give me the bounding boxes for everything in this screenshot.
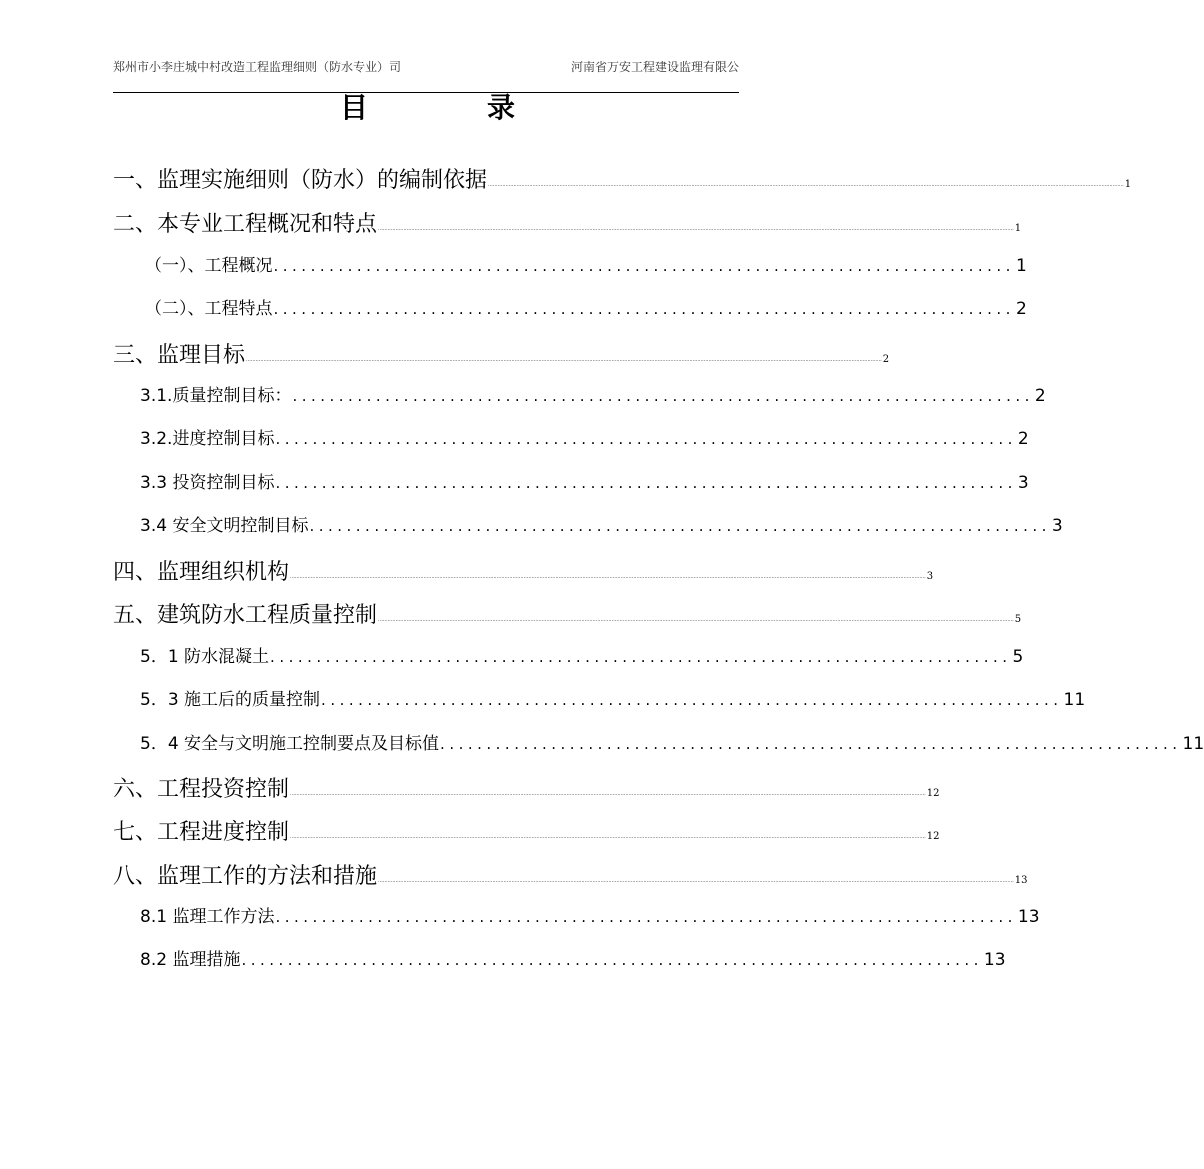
toc-entry-page: 3 [1051,516,1063,536]
toc-entry-page: 2 [1017,429,1029,449]
toc-entry-label: 一、监理实施细则（防水）的编制依据 [113,168,488,193]
toc-entry-leader: ................................................................................................................................................................................................................................................................................................................................................................................................................ [378,878,1014,884]
toc-entry-page: 5 [1012,647,1024,667]
toc-entry-page: 13 [1017,907,1040,927]
header-company-name: 河南省万安工程建设监理有限公 [570,60,739,74]
toc-entry[interactable] [140,511,1063,536]
toc-entry-leader: ................................................................................ [270,648,1012,666]
toc-entry-leader: ................................................................................ [273,300,1015,318]
toc-entry[interactable] [113,338,890,368]
toc-entry-label: 5．3 施工后的质量控制 [140,690,321,710]
toc-entry[interactable] [113,772,940,802]
toc-entry-page: 1 [1015,256,1027,276]
toc-entry-label: 七、工程进度控制 [113,820,290,845]
toc-entry-leader: ................................................................................................................................................................................................................................................................................................................................................................................................................ [378,226,1014,232]
toc-entry-page: 13 [983,950,1006,970]
toc-entry[interactable] [140,945,1006,970]
toc-entry-label: 五、建筑防水工程质量控制 [113,603,378,628]
toc-entry-page: 11 [1182,734,1204,754]
toc-entry-label: 3.4 安全文明控制目标 [140,516,309,536]
toc-entry[interactable] [140,381,1046,406]
toc-entry-label: 8.1 监理工作方法 [140,907,275,927]
toc-entry-leader: ................................................................................ [309,517,1051,535]
toc-entry-leader: ................................................................................ [275,908,1017,926]
toc-entry-page: 3 [1017,473,1029,493]
toc-entry-label: 3.1.质量控制目标： [140,386,292,406]
toc-entry[interactable] [113,207,1022,237]
toc-entry-label: 二、本专业工程概况和特点 [113,212,378,237]
toc-entry-leader: ................................................................................................................................................................................................................................................................................................................................................................................................................ [488,182,1124,188]
toc-entry[interactable] [145,294,1027,319]
toc-entry-leader: ................................................................................................................................................................................................................................................................................................................................................................................................................ [290,834,926,840]
toc-entry-page: 1 [1124,179,1132,190]
toc-entry-label: 3.3 投资控制目标 [140,473,275,493]
toc-entry[interactable] [140,902,1040,927]
toc-entry-leader: ................................................................................ [321,691,1063,709]
toc-entry-label: 八、监理工作的方法和措施 [113,864,378,889]
toc-entry-leader: ................................................................................................................................................................................................................................................................................................................................................................................................................ [378,617,1014,623]
header-project-name: 郑州市小李庄城中村改造工程监理细则（防水专业）司 [113,60,402,74]
toc-entry-leader: ................................................................................ [273,257,1015,275]
toc-title-char-2: 录 [486,91,515,124]
toc-entry-label: 四、监理组织机构 [113,560,290,585]
toc-entry-leader: ................................................................................ [292,387,1034,405]
toc-entry[interactable] [140,424,1029,449]
toc-entry-page: 12 [926,788,940,799]
toc-entry-page: 13 [1014,875,1028,886]
toc-entry[interactable] [113,163,1132,193]
toc-entry[interactable] [140,468,1029,493]
toc-entry-leader: ................................................................................ [275,430,1017,448]
toc-entry-leader: ................................................................................ [440,735,1182,753]
toc-entry-label: 3.2.进度控制目标 [140,429,275,449]
toc-entry-label: 5．1 防水混凝土 [140,647,270,667]
toc-entry-label: （二）、工程特点 [145,299,273,319]
toc-entry[interactable] [113,555,934,585]
toc-entry-label: 三、监理目标 [113,343,246,368]
toc-entry-label: 8.2 监理措施 [140,950,241,970]
toc-entry[interactable] [113,815,940,845]
toc-entry-page: 11 [1063,690,1086,710]
toc-entry-page: 3 [926,571,934,582]
toc-entry-leader: ................................................................................................................................................................................................................................................................................................................................................................................................................ [290,574,926,580]
toc-entry-label: 六、工程投资控制 [113,777,290,802]
toc-entry[interactable] [145,251,1027,276]
toc-entry-label: （一）、工程概况 [145,256,273,276]
toc-entry-page: 2 [882,354,890,365]
toc-entry-leader: ................................................................................................................................................................................................................................................................................................................................................................................................................ [290,791,926,797]
toc-entry-page: 2 [1034,386,1046,406]
toc-entry-page: 1 [1014,223,1022,234]
toc-entry[interactable] [140,642,1024,667]
toc-entry[interactable] [140,685,1086,710]
toc-entry[interactable] [113,598,1022,628]
toc-entry-page: 12 [926,831,940,842]
toc-entry-leader: ................................................................................ [275,474,1017,492]
toc-entry[interactable] [140,729,1204,754]
toc-entry-leader: ................................................................................ [241,951,983,969]
toc-entry-page: 5 [1014,614,1022,625]
toc-entry-leader: ................................................................................................................................................................................................................................................................................................................................................................................................................ [246,357,882,363]
toc-title-char-1: 目 [340,91,369,124]
toc-entry-label: 5．4 安全与文明施工控制要点及目标值 [140,734,440,754]
toc-entry[interactable] [113,859,1028,889]
toc-entry-page: 2 [1015,299,1027,319]
